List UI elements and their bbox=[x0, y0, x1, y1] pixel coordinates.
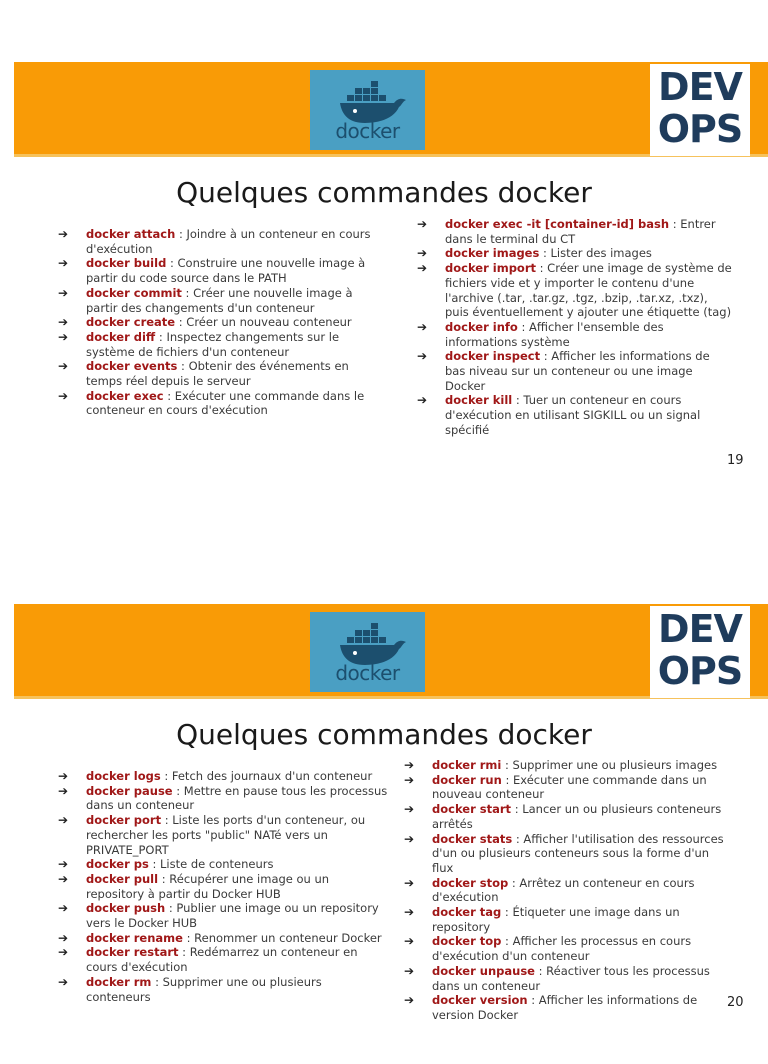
slide-19 bbox=[0, 42, 768, 522]
list-item bbox=[58, 330, 378, 359]
command-description: : Supprimer une ou plusieurs conteneurs bbox=[86, 974, 322, 1004]
command-name: docker stop bbox=[432, 875, 509, 890]
command-list-right bbox=[417, 217, 732, 438]
docker-wordmark: docker bbox=[335, 119, 400, 143]
command-name: docker stats bbox=[432, 831, 513, 846]
list-item bbox=[404, 905, 734, 934]
list-item bbox=[58, 813, 388, 857]
command-name: docker tag bbox=[432, 905, 502, 920]
command-description: : Supprimer une ou plusieurs images bbox=[501, 758, 718, 772]
arrow-icon: ➔ bbox=[404, 993, 415, 1008]
command-name: docker kill bbox=[445, 393, 513, 408]
command-description: : Réactiver tous les processus dans un conteneur bbox=[432, 963, 710, 993]
command-description: : Afficher l'utilisation des ressources d'un ou plusieurs conteneurs sous la forme d'un flux bbox=[432, 831, 724, 875]
arrow-icon: ➔ bbox=[58, 945, 69, 960]
command-name: docker version bbox=[432, 993, 528, 1008]
arrow-icon: ➔ bbox=[58, 871, 69, 886]
command-name: docker info bbox=[445, 319, 518, 334]
arrow-icon: ➔ bbox=[404, 831, 415, 846]
list-item bbox=[58, 857, 388, 872]
command-name: docker pause bbox=[86, 783, 173, 798]
command-name: docker ps bbox=[86, 857, 149, 872]
arrow-icon: ➔ bbox=[417, 246, 428, 261]
list-item bbox=[58, 784, 388, 813]
command-name: docker start bbox=[432, 802, 512, 817]
command-description: : Créer un nouveau conteneur bbox=[175, 315, 352, 330]
list-item bbox=[417, 320, 732, 349]
list-item bbox=[404, 758, 734, 773]
list-item bbox=[58, 931, 388, 946]
list-item bbox=[404, 802, 734, 831]
devops-logo-line-1: DEV bbox=[658, 607, 742, 651]
list-item bbox=[404, 934, 734, 963]
list-item bbox=[404, 773, 734, 802]
command-description: : Exécuter une commande dans un nouveau conteneur bbox=[432, 772, 707, 802]
devops-logo bbox=[650, 606, 750, 698]
docker-whale-icon bbox=[310, 70, 425, 125]
arrow-icon: ➔ bbox=[404, 875, 415, 890]
devops-logo-line-2: OPS bbox=[657, 107, 743, 151]
command-name: docker restart bbox=[86, 945, 179, 960]
command-description: : Construire une nouvelle image à partir du code source dans le PATH bbox=[86, 256, 366, 286]
arrow-icon: ➔ bbox=[404, 802, 415, 817]
slide-20 bbox=[0, 584, 768, 1064]
list-item bbox=[58, 315, 378, 330]
command-description: : Liste les ports d'un conteneur, ou rechercher les ports "public" NATé vers un PRIVATE_PORT bbox=[86, 813, 366, 857]
command-description: : Tuer un conteneur en cours d'exécution en utilisant SIGKILL ou un signal spécifié bbox=[445, 393, 701, 437]
arrow-icon: ➔ bbox=[404, 772, 415, 787]
command-description: : Créer une nouvelle image à partir des changements d'un conteneur bbox=[86, 285, 353, 315]
arrow-icon: ➔ bbox=[58, 974, 69, 989]
list-item bbox=[58, 286, 378, 315]
command-name: docker images bbox=[445, 246, 540, 261]
list-item bbox=[58, 872, 388, 901]
arrow-icon: ➔ bbox=[58, 813, 69, 828]
command-description: : Arrêtez un conteneur en cours d'exécution bbox=[432, 875, 695, 905]
list-item bbox=[404, 832, 734, 876]
arrow-icon: ➔ bbox=[58, 930, 69, 945]
command-name: docker create bbox=[86, 315, 176, 330]
command-description: : Redémarrez un conteneur en cours d'exécution bbox=[86, 945, 358, 975]
command-description: : Afficher l'ensemble des informations système bbox=[445, 319, 664, 349]
arrow-icon: ➔ bbox=[404, 905, 415, 920]
command-name: docker logs bbox=[86, 769, 161, 783]
command-name: docker build bbox=[86, 256, 167, 271]
list-item bbox=[404, 993, 734, 1022]
page-number: 19 bbox=[727, 453, 744, 468]
docker-logo bbox=[310, 612, 425, 692]
command-description: : Afficher les processus en cours d'exécution d'un conteneur bbox=[432, 934, 692, 964]
arrow-icon: ➔ bbox=[58, 769, 69, 783]
command-description: : Lister des images bbox=[539, 246, 652, 261]
list-item bbox=[404, 964, 734, 993]
arrow-icon: ➔ bbox=[58, 256, 69, 271]
command-list-left bbox=[58, 769, 388, 1004]
command-name: docker exec -it [container-id] bash bbox=[445, 217, 670, 231]
command-description: : Entrer dans le terminal du CT bbox=[445, 217, 716, 246]
list-item bbox=[58, 901, 388, 930]
command-description: : Joindre à un conteneur en cours d'exécution bbox=[86, 227, 371, 256]
slide-title: Quelques commandes docker bbox=[176, 176, 592, 209]
devops-logo-line-2: OPS bbox=[657, 649, 743, 693]
command-list-left bbox=[58, 227, 378, 418]
command-list-right bbox=[404, 758, 734, 1023]
command-description: : Mettre en pause tous les processus dans un conteneur bbox=[86, 783, 388, 813]
arrow-icon: ➔ bbox=[58, 227, 69, 241]
arrow-icon: ➔ bbox=[58, 315, 69, 330]
list-item bbox=[58, 769, 388, 784]
list-item bbox=[58, 227, 378, 256]
devops-logo-line-1: DEV bbox=[658, 65, 742, 109]
command-description: : Renommer un conteneur Docker bbox=[182, 930, 382, 945]
page-number: 20 bbox=[727, 995, 744, 1010]
command-name: docker import bbox=[445, 261, 536, 276]
command-name: docker rmi bbox=[432, 758, 502, 772]
command-name: docker port bbox=[86, 813, 162, 828]
command-description: : Lancer un ou plusieurs conteneurs arrêtés bbox=[432, 802, 722, 831]
list-item bbox=[417, 393, 732, 437]
command-name: docker diff bbox=[86, 329, 156, 344]
arrow-icon: ➔ bbox=[417, 393, 428, 408]
list-item bbox=[58, 359, 378, 388]
command-description: : Publier une image ou un repository vers le Docker HUB bbox=[86, 901, 379, 931]
command-name: docker rename bbox=[86, 930, 183, 945]
arrow-icon: ➔ bbox=[417, 217, 428, 231]
command-description: : Afficher les informations de bas niveau sur un conteneur ou une image Docker bbox=[445, 349, 710, 393]
command-name: docker pull bbox=[86, 871, 159, 886]
slide-title: Quelques commandes docker bbox=[176, 718, 592, 751]
command-name: docker push bbox=[86, 901, 166, 916]
arrow-icon: ➔ bbox=[58, 329, 69, 344]
arrow-icon: ➔ bbox=[58, 285, 69, 300]
arrow-icon: ➔ bbox=[417, 349, 428, 364]
docker-wordmark: docker bbox=[335, 661, 400, 685]
arrow-icon: ➔ bbox=[58, 901, 69, 916]
devops-logo bbox=[650, 64, 750, 156]
command-description: : Fetch des journaux d'un conteneur bbox=[160, 769, 373, 783]
command-name: docker top bbox=[432, 934, 502, 949]
list-item bbox=[417, 217, 732, 246]
command-name: docker rm bbox=[86, 974, 152, 989]
command-name: docker inspect bbox=[445, 349, 541, 364]
docker-whale-icon bbox=[310, 612, 425, 667]
command-description: : Étiqueter une image dans un repository bbox=[432, 905, 680, 934]
docker-logo bbox=[310, 70, 425, 150]
command-description: : Exécuter une commande dans le conteneur en cours d'exécution bbox=[86, 388, 365, 418]
list-item bbox=[417, 349, 732, 393]
arrow-icon: ➔ bbox=[417, 319, 428, 334]
list-item bbox=[404, 876, 734, 905]
command-description: : Afficher les informations de version Docker bbox=[432, 993, 698, 1022]
command-name: docker run bbox=[432, 772, 502, 787]
command-name: docker attach bbox=[86, 227, 176, 241]
command-name: docker events bbox=[86, 359, 178, 374]
arrow-icon: ➔ bbox=[404, 934, 415, 949]
arrow-icon: ➔ bbox=[58, 857, 69, 872]
list-item bbox=[417, 261, 732, 320]
arrow-icon: ➔ bbox=[58, 359, 69, 374]
command-description: : Récupérer une image ou un repository à partir du Docker HUB bbox=[86, 871, 330, 901]
list-item bbox=[58, 975, 388, 1004]
command-description: : Inspectez changements sur le système de fichiers d'un conteneur bbox=[86, 329, 340, 359]
arrow-icon: ➔ bbox=[58, 783, 69, 798]
arrow-icon: ➔ bbox=[404, 963, 415, 978]
list-item bbox=[58, 389, 378, 418]
arrow-icon: ➔ bbox=[417, 261, 428, 276]
command-description: : Créer une image de système de fichiers vide et y importer le contenu d'une l'archive (.tar, .tar.gz, .tgz, .bzip, .tar.xz, .txz), puis éventuellement y ajouter une étiquette (tag) bbox=[445, 261, 732, 320]
command-name: docker commit bbox=[86, 285, 182, 300]
arrow-icon: ➔ bbox=[404, 758, 415, 772]
command-name: docker unpause bbox=[432, 963, 535, 978]
command-description: : Liste de conteneurs bbox=[148, 857, 274, 872]
command-name: docker exec bbox=[86, 388, 164, 403]
list-item bbox=[417, 246, 732, 261]
list-item bbox=[58, 945, 388, 974]
arrow-icon: ➔ bbox=[58, 388, 69, 403]
list-item bbox=[58, 256, 378, 285]
command-description: : Obtenir des événements en temps réel depuis le serveur bbox=[86, 359, 349, 389]
